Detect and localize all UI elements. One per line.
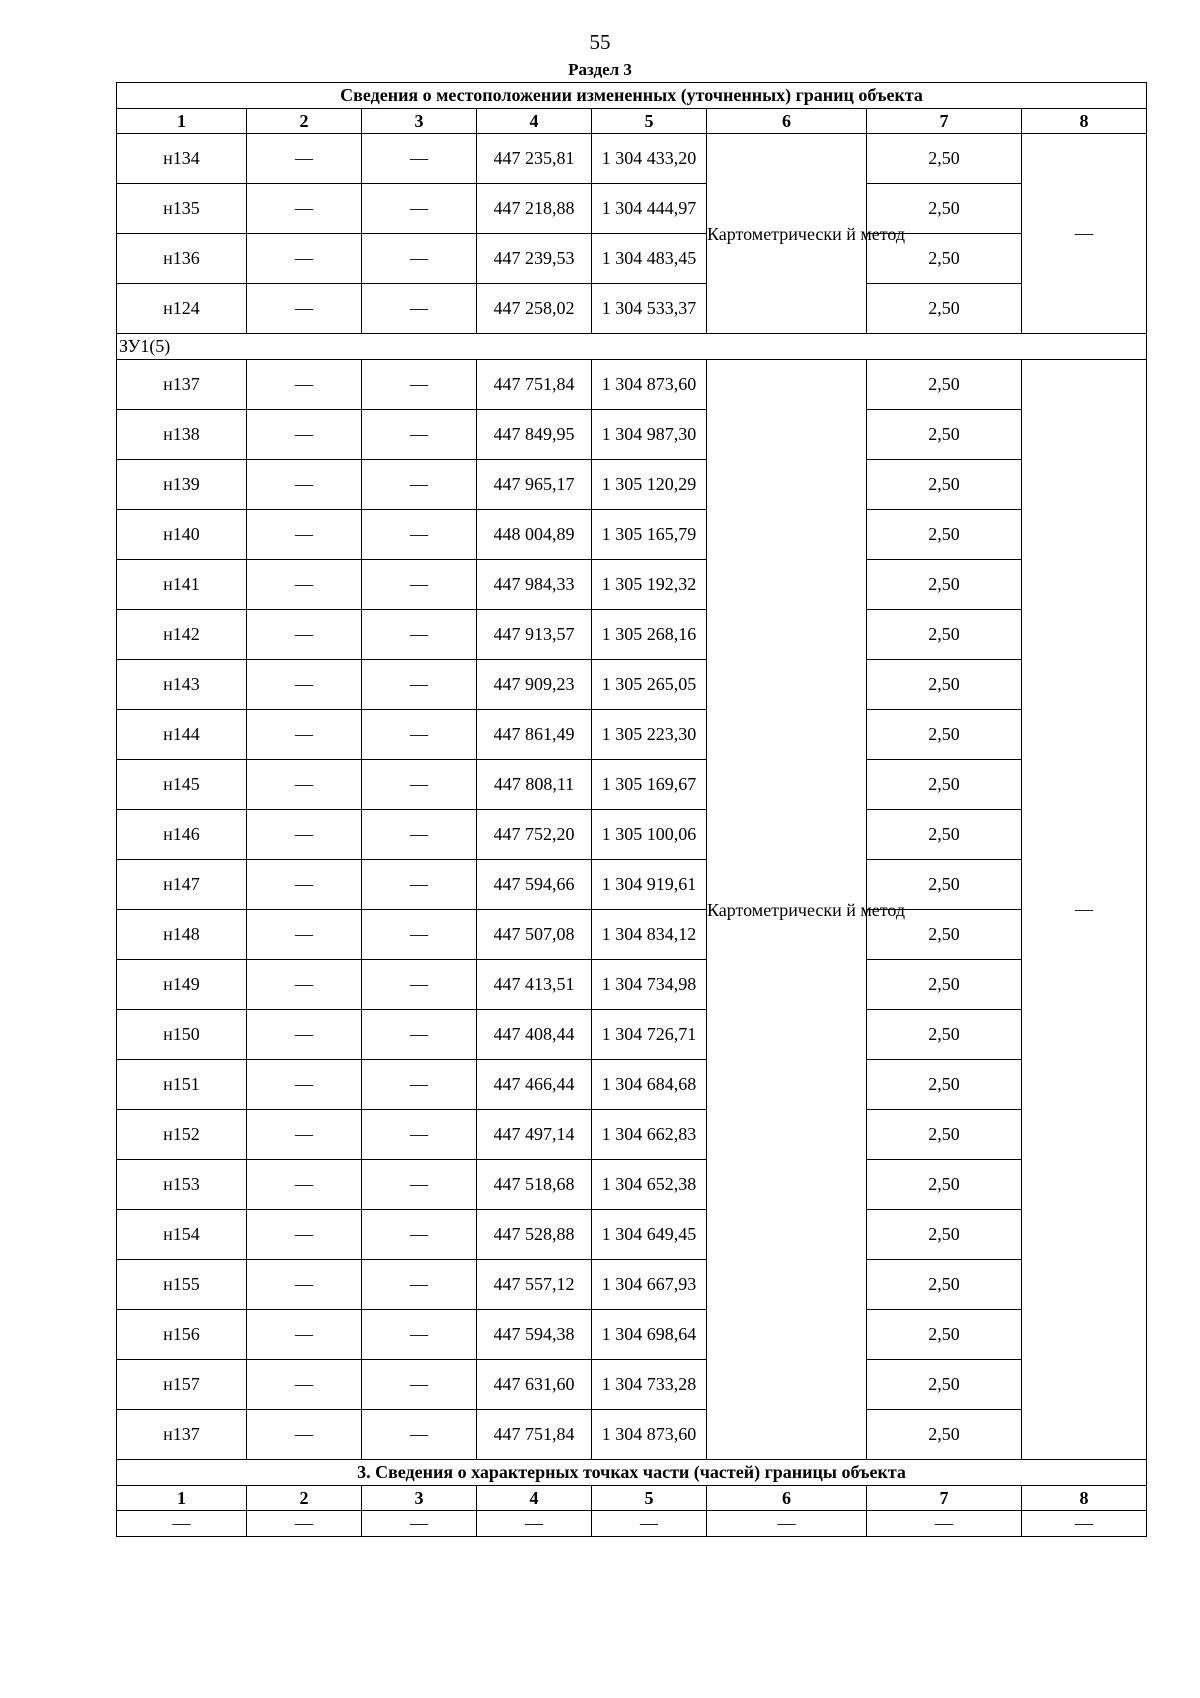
coord-y: 1 304 444,97 bbox=[592, 184, 707, 234]
column-number: 8 bbox=[1022, 1486, 1147, 1511]
dash-cell: — bbox=[247, 1210, 362, 1260]
coord-x: 447 235,81 bbox=[477, 134, 592, 184]
accuracy-value: 2,50 bbox=[867, 1360, 1022, 1410]
dash-cell: — bbox=[362, 510, 477, 560]
parts-title: 3. Сведения о характерных точках части (частей) границы объекта bbox=[117, 1460, 1147, 1486]
accuracy-value: 2,50 bbox=[867, 360, 1022, 410]
dash-cell: — bbox=[247, 1060, 362, 1110]
dash-cell: — bbox=[362, 284, 477, 334]
dash-cell: — bbox=[362, 134, 477, 184]
parts-column-number-row bbox=[117, 1486, 1147, 1511]
dash-cell: — bbox=[247, 610, 362, 660]
coord-y: 1 304 873,60 bbox=[592, 1410, 707, 1460]
table-title: Сведения о местоположении измененных (уточненных) границ объекта bbox=[117, 83, 1147, 109]
dash-cell: — bbox=[362, 910, 477, 960]
parts-empty-row bbox=[117, 1511, 1147, 1537]
coord-y: 1 305 268,16 bbox=[592, 610, 707, 660]
dash-cell: — bbox=[362, 1060, 477, 1110]
dash-cell: — bbox=[362, 1010, 477, 1060]
dash-cell: — bbox=[247, 1511, 362, 1537]
dash-cell: — bbox=[247, 460, 362, 510]
accuracy-value: 2,50 bbox=[867, 284, 1022, 334]
accuracy-value: 2,50 bbox=[867, 1210, 1022, 1260]
dash-cell: — bbox=[1022, 1511, 1147, 1537]
coord-x: 447 218,88 bbox=[477, 184, 592, 234]
table-row bbox=[117, 1210, 1147, 1260]
column-number: 2 bbox=[247, 1486, 362, 1511]
column-number: 6 bbox=[707, 109, 867, 134]
coord-y: 1 304 873,60 bbox=[592, 360, 707, 410]
table-row bbox=[117, 284, 1147, 334]
accuracy-value: 2,50 bbox=[867, 1110, 1022, 1160]
table-row bbox=[117, 610, 1147, 660]
coord-y: 1 304 726,71 bbox=[592, 1010, 707, 1060]
table-row bbox=[117, 134, 1147, 184]
point-name: н151 bbox=[117, 1060, 247, 1110]
dash-cell: — bbox=[247, 510, 362, 560]
coord-x: 447 557,12 bbox=[477, 1260, 592, 1310]
coord-x: 447 258,02 bbox=[477, 284, 592, 334]
coord-x: 447 408,44 bbox=[477, 1010, 592, 1060]
method-cell: Картометрически й метод bbox=[707, 134, 867, 334]
dash-cell: — bbox=[247, 134, 362, 184]
coord-x: 447 497,14 bbox=[477, 1110, 592, 1160]
column-number: 3 bbox=[362, 109, 477, 134]
coord-x: 447 751,84 bbox=[477, 360, 592, 410]
coord-y: 1 305 165,79 bbox=[592, 510, 707, 560]
point-name: н143 bbox=[117, 660, 247, 710]
coord-y: 1 304 734,98 bbox=[592, 960, 707, 1010]
coord-x: 447 594,66 bbox=[477, 860, 592, 910]
dash-cell: — bbox=[247, 810, 362, 860]
dash-cell: — bbox=[362, 1210, 477, 1260]
coord-x: 447 631,60 bbox=[477, 1360, 592, 1410]
table-row bbox=[117, 860, 1147, 910]
point-name: н146 bbox=[117, 810, 247, 860]
coord-x: 447 518,68 bbox=[477, 1160, 592, 1210]
accuracy-value: 2,50 bbox=[867, 760, 1022, 810]
dash-cell: — bbox=[477, 1511, 592, 1537]
dash-cell: — bbox=[247, 1260, 362, 1310]
coord-y: 1 305 120,29 bbox=[592, 460, 707, 510]
coord-x: 447 239,53 bbox=[477, 234, 592, 284]
table-row bbox=[117, 1160, 1147, 1210]
column-number: 2 bbox=[247, 109, 362, 134]
dash-cell: — bbox=[362, 560, 477, 610]
coord-y: 1 304 662,83 bbox=[592, 1110, 707, 1160]
dash-cell: — bbox=[247, 1310, 362, 1360]
coord-y: 1 304 698,64 bbox=[592, 1310, 707, 1360]
point-name: н141 bbox=[117, 560, 247, 610]
table-row bbox=[117, 1360, 1147, 1410]
column-number: 1 bbox=[117, 109, 247, 134]
coord-x: 447 528,88 bbox=[477, 1210, 592, 1260]
table-row bbox=[117, 1410, 1147, 1460]
dash-cell: — bbox=[362, 860, 477, 910]
accuracy-value: 2,50 bbox=[867, 1260, 1022, 1310]
accuracy-value: 2,50 bbox=[867, 234, 1022, 284]
dash-cell: — bbox=[247, 910, 362, 960]
accuracy-value: 2,50 bbox=[867, 1060, 1022, 1110]
point-name: н134 bbox=[117, 134, 247, 184]
coord-y: 1 305 265,05 bbox=[592, 660, 707, 710]
col8-cell: — bbox=[1022, 134, 1147, 334]
point-name: н157 bbox=[117, 1360, 247, 1410]
dash-cell: — bbox=[362, 1511, 477, 1537]
dash-cell: — bbox=[247, 1360, 362, 1410]
accuracy-value: 2,50 bbox=[867, 860, 1022, 910]
dash-cell: — bbox=[362, 760, 477, 810]
dash-cell: — bbox=[592, 1511, 707, 1537]
point-name: н144 bbox=[117, 710, 247, 760]
coord-x: 447 413,51 bbox=[477, 960, 592, 1010]
accuracy-value: 2,50 bbox=[867, 1410, 1022, 1460]
accuracy-value: 2,50 bbox=[867, 510, 1022, 560]
coord-x: 447 909,23 bbox=[477, 660, 592, 710]
coord-x: 448 004,89 bbox=[477, 510, 592, 560]
accuracy-value: 2,50 bbox=[867, 460, 1022, 510]
dash-cell: — bbox=[362, 360, 477, 410]
coord-y: 1 304 684,68 bbox=[592, 1060, 707, 1110]
accuracy-value: 2,50 bbox=[867, 910, 1022, 960]
point-name: н153 bbox=[117, 1160, 247, 1210]
accuracy-value: 2,50 bbox=[867, 610, 1022, 660]
dash-cell: — bbox=[362, 1160, 477, 1210]
coord-y: 1 304 533,37 bbox=[592, 284, 707, 334]
dash-cell: — bbox=[247, 660, 362, 710]
coord-x: 447 849,95 bbox=[477, 410, 592, 460]
table-row bbox=[117, 910, 1147, 960]
point-name: н145 bbox=[117, 760, 247, 810]
table-row bbox=[117, 1060, 1147, 1110]
dash-cell: — bbox=[247, 1160, 362, 1210]
column-number: 7 bbox=[867, 109, 1022, 134]
point-name: н148 bbox=[117, 910, 247, 960]
point-name: н140 bbox=[117, 510, 247, 560]
dash-cell: — bbox=[247, 284, 362, 334]
coord-x: 447 808,11 bbox=[477, 760, 592, 810]
table-row bbox=[117, 760, 1147, 810]
dash-cell: — bbox=[362, 1360, 477, 1410]
dash-cell: — bbox=[247, 860, 362, 910]
point-name: н124 bbox=[117, 284, 247, 334]
dash-cell: — bbox=[362, 610, 477, 660]
table-row bbox=[117, 960, 1147, 1010]
dash-cell: — bbox=[117, 1511, 247, 1537]
coord-y: 1 304 483,45 bbox=[592, 234, 707, 284]
dash-cell: — bbox=[247, 1010, 362, 1060]
column-number-row bbox=[117, 109, 1147, 134]
dash-cell: — bbox=[247, 234, 362, 284]
dash-cell: — bbox=[362, 660, 477, 710]
table-row bbox=[117, 510, 1147, 560]
dash-cell: — bbox=[362, 184, 477, 234]
point-name: н142 bbox=[117, 610, 247, 660]
coord-x: 447 965,17 bbox=[477, 460, 592, 510]
column-number: 6 bbox=[707, 1486, 867, 1511]
column-number: 8 bbox=[1022, 109, 1147, 134]
dash-cell: — bbox=[247, 1410, 362, 1460]
method-cell: Картометрически й метод bbox=[707, 360, 867, 1460]
dash-cell: — bbox=[247, 710, 362, 760]
point-name: н137 bbox=[117, 360, 247, 410]
boundary-table bbox=[116, 82, 1147, 1537]
point-name: н137 bbox=[117, 1410, 247, 1460]
accuracy-value: 2,50 bbox=[867, 1310, 1022, 1360]
point-name: н138 bbox=[117, 410, 247, 460]
coord-y: 1 305 169,67 bbox=[592, 760, 707, 810]
coord-x: 447 752,20 bbox=[477, 810, 592, 860]
dash-cell: — bbox=[362, 460, 477, 510]
coord-x: 447 861,49 bbox=[477, 710, 592, 760]
accuracy-value: 2,50 bbox=[867, 660, 1022, 710]
accuracy-value: 2,50 bbox=[867, 960, 1022, 1010]
point-name: н150 bbox=[117, 1010, 247, 1060]
accuracy-value: 2,50 bbox=[867, 1010, 1022, 1060]
dash-cell: — bbox=[707, 1511, 867, 1537]
dash-cell: — bbox=[247, 184, 362, 234]
accuracy-value: 2,50 bbox=[867, 184, 1022, 234]
coord-x: 447 751,84 bbox=[477, 1410, 592, 1460]
accuracy-value: 2,50 bbox=[867, 410, 1022, 460]
coord-x: 447 913,57 bbox=[477, 610, 592, 660]
coord-y: 1 305 100,06 bbox=[592, 810, 707, 860]
column-number: 1 bbox=[117, 1486, 247, 1511]
coord-x: 447 984,33 bbox=[477, 560, 592, 610]
column-number: 5 bbox=[592, 109, 707, 134]
table-row bbox=[117, 1310, 1147, 1360]
coord-y: 1 305 192,32 bbox=[592, 560, 707, 610]
dash-cell: — bbox=[247, 1110, 362, 1160]
coord-y: 1 304 649,45 bbox=[592, 1210, 707, 1260]
dash-cell: — bbox=[362, 810, 477, 860]
table-row bbox=[117, 410, 1147, 460]
column-number: 4 bbox=[477, 1486, 592, 1511]
table-row bbox=[117, 710, 1147, 760]
group-label: ЗУ1(5) bbox=[117, 334, 1147, 360]
coord-y: 1 304 652,38 bbox=[592, 1160, 707, 1210]
table-row bbox=[117, 360, 1147, 410]
dash-cell: — bbox=[362, 1110, 477, 1160]
accuracy-value: 2,50 bbox=[867, 560, 1022, 610]
table-row bbox=[117, 1010, 1147, 1060]
coord-y: 1 304 733,28 bbox=[592, 1360, 707, 1410]
page-number: 55 bbox=[589, 30, 611, 54]
dash-cell: — bbox=[362, 234, 477, 284]
col8-cell: — bbox=[1022, 360, 1147, 1460]
table-row bbox=[117, 460, 1147, 510]
coord-x: 447 507,08 bbox=[477, 910, 592, 960]
dash-cell: — bbox=[362, 960, 477, 1010]
dash-cell: — bbox=[362, 410, 477, 460]
table-row bbox=[117, 1110, 1147, 1160]
accuracy-value: 2,50 bbox=[867, 1160, 1022, 1210]
dash-cell: — bbox=[247, 960, 362, 1010]
table-row bbox=[117, 234, 1147, 284]
dash-cell: — bbox=[247, 560, 362, 610]
section-title: Раздел 3 bbox=[568, 60, 632, 79]
coord-y: 1 305 223,30 bbox=[592, 710, 707, 760]
coord-y: 1 304 987,30 bbox=[592, 410, 707, 460]
column-number: 5 bbox=[592, 1486, 707, 1511]
table-row bbox=[117, 560, 1147, 610]
accuracy-value: 2,50 bbox=[867, 810, 1022, 860]
coord-y: 1 304 433,20 bbox=[592, 134, 707, 184]
dash-cell: — bbox=[362, 1410, 477, 1460]
table-row bbox=[117, 1260, 1147, 1310]
point-name: н136 bbox=[117, 234, 247, 284]
point-name: н156 bbox=[117, 1310, 247, 1360]
column-number: 3 bbox=[362, 1486, 477, 1511]
dash-cell: — bbox=[362, 1310, 477, 1360]
point-name: н149 bbox=[117, 960, 247, 1010]
point-name: н154 bbox=[117, 1210, 247, 1260]
dash-cell: — bbox=[867, 1511, 1022, 1537]
table-row bbox=[117, 184, 1147, 234]
coord-x: 447 594,38 bbox=[477, 1310, 592, 1360]
point-name: н155 bbox=[117, 1260, 247, 1310]
point-name: н139 bbox=[117, 460, 247, 510]
table-row bbox=[117, 810, 1147, 860]
point-name: н147 bbox=[117, 860, 247, 910]
point-name: н135 bbox=[117, 184, 247, 234]
table-row bbox=[117, 660, 1147, 710]
dash-cell: — bbox=[362, 1260, 477, 1310]
dash-cell: — bbox=[247, 410, 362, 460]
coord-y: 1 304 919,61 bbox=[592, 860, 707, 910]
point-name: н152 bbox=[117, 1110, 247, 1160]
dash-cell: — bbox=[247, 360, 362, 410]
column-number: 7 bbox=[867, 1486, 1022, 1511]
coord-x: 447 466,44 bbox=[477, 1060, 592, 1110]
coord-y: 1 304 667,93 bbox=[592, 1260, 707, 1310]
accuracy-value: 2,50 bbox=[867, 710, 1022, 760]
accuracy-value: 2,50 bbox=[867, 134, 1022, 184]
dash-cell: — bbox=[247, 760, 362, 810]
dash-cell: — bbox=[362, 710, 477, 760]
column-number: 4 bbox=[477, 109, 592, 134]
coord-y: 1 304 834,12 bbox=[592, 910, 707, 960]
